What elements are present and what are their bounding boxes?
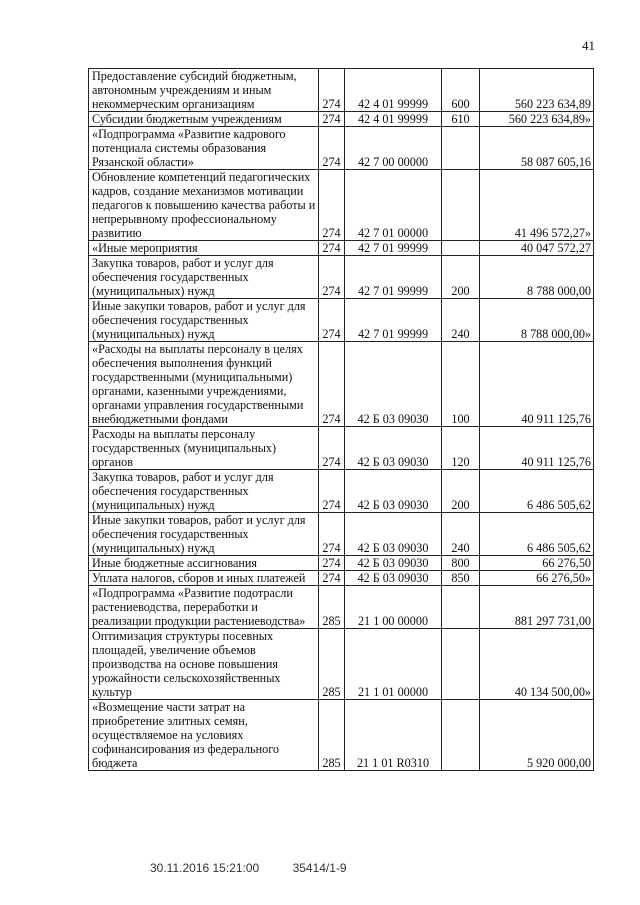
row-target-article-cell: 42 7 00 00000 [345, 127, 442, 170]
row-ministry-cell: 285 [319, 700, 345, 771]
row-name-cell: Иные закупки товаров, работ и услуг для обеспечения государственных (муниципальных) нужд [89, 299, 319, 342]
row-sum-cell: 560 223 634,89» [480, 112, 594, 127]
row-expense-type-cell [442, 170, 480, 241]
row-expense-type-cell: 610 [442, 112, 480, 127]
row-expense-type-cell: 240 [442, 513, 480, 556]
table-row [89, 470, 594, 513]
row-target-article-cell: 42 Б 03 09030 [345, 513, 442, 556]
row-target-article-cell: 42 7 01 99999 [345, 299, 442, 342]
row-sum-cell: 6 486 505,62 [480, 513, 594, 556]
table-row [89, 256, 594, 299]
table-row [89, 571, 594, 586]
row-ministry-cell: 274 [319, 470, 345, 513]
row-name-cell: Субсидии бюджетным учреждениям [89, 112, 319, 127]
row-sum-cell: 40 911 125,76 [480, 427, 594, 470]
row-expense-type-cell [442, 241, 480, 256]
row-expense-type-cell: 100 [442, 342, 480, 427]
row-ministry-cell: 274 [319, 556, 345, 571]
table-row [89, 427, 594, 470]
row-sum-cell: 66 276,50» [480, 571, 594, 586]
table-row [89, 299, 594, 342]
row-ministry-cell: 274 [319, 127, 345, 170]
row-target-article-cell: 42 7 01 99999 [345, 241, 442, 256]
row-name-cell: «Возмещение части затрат на приобретение элитных семян, осуществляемое на условиях софинансирования из федерального бюджета [89, 700, 319, 771]
row-ministry-cell: 274 [319, 69, 345, 112]
row-name-cell: Расходы на выплаты персоналу государственных (муниципальных) органов [89, 427, 319, 470]
row-target-article-cell: 21 1 01 00000 [345, 629, 442, 700]
row-sum-cell: 8 788 000,00» [480, 299, 594, 342]
row-expense-type-cell: 200 [442, 470, 480, 513]
row-name-cell: Предоставление субсидий бюджетным, автономным учреждениям и иным некоммерческим организациям [89, 69, 319, 112]
row-ministry-cell: 274 [319, 256, 345, 299]
table-row [89, 170, 594, 241]
footer-document-id: 35414/1-9 [292, 861, 347, 875]
row-name-cell: Уплата налогов, сборов и иных платежей [89, 571, 319, 586]
page-number: 41 [582, 38, 595, 53]
table-row [89, 513, 594, 556]
row-expense-type-cell: 240 [442, 299, 480, 342]
row-expense-type-cell: 800 [442, 556, 480, 571]
row-expense-type-cell: 120 [442, 427, 480, 470]
row-ministry-cell: 285 [319, 629, 345, 700]
row-target-article-cell: 42 4 01 99999 [345, 69, 442, 112]
row-expense-type-cell [442, 700, 480, 771]
row-sum-cell: 41 496 572,27» [480, 170, 594, 241]
row-sum-cell: 6 486 505,62 [480, 470, 594, 513]
footer-timestamp: 30.11.2016 15:21:00 [150, 861, 260, 875]
row-ministry-cell: 274 [319, 513, 345, 556]
row-sum-cell: 40 047 572,27 [480, 241, 594, 256]
row-ministry-cell: 274 [319, 427, 345, 470]
row-name-cell: «Иные мероприятия [89, 241, 319, 256]
table-row [89, 342, 594, 427]
row-expense-type-cell: 850 [442, 571, 480, 586]
table-row [89, 112, 594, 127]
row-name-cell: «Подпрограмма «Развитие подотрасли растениеводства, переработки и реализации продукции растениеводства» [89, 586, 319, 629]
row-sum-cell: 881 297 731,00 [480, 586, 594, 629]
row-ministry-cell: 274 [319, 170, 345, 241]
row-name-cell: Оптимизация структуры посевных площадей, увеличение объемов производства на основе повышения урожайности сельскохозяйственных культур [89, 629, 319, 700]
row-name-cell: Иные бюджетные ассигнования [89, 556, 319, 571]
row-ministry-cell: 274 [319, 241, 345, 256]
table-row [89, 556, 594, 571]
row-target-article-cell: 42 Б 03 09030 [345, 571, 442, 586]
row-target-article-cell: 42 Б 03 09030 [345, 556, 442, 571]
row-target-article-cell: 42 7 01 00000 [345, 170, 442, 241]
table-row [89, 586, 594, 629]
row-name-cell: «Подпрограмма «Развитие кадрового потенциала системы образования Рязанской области» [89, 127, 319, 170]
row-sum-cell: 560 223 634,89 [480, 69, 594, 112]
row-name-cell: Иные закупки товаров, работ и услуг для обеспечения государственных (муниципальных) нужд [89, 513, 319, 556]
row-target-article-cell: 21 1 01 R0310 [345, 700, 442, 771]
row-name-cell: Закупка товаров, работ и услуг для обеспечения государственных (муниципальных) нужд [89, 256, 319, 299]
row-sum-cell: 40 911 125,76 [480, 342, 594, 427]
table-row [89, 241, 594, 256]
row-expense-type-cell: 200 [442, 256, 480, 299]
row-expense-type-cell [442, 127, 480, 170]
row-name-cell: Закупка товаров, работ и услуг для обеспечения государственных (муниципальных) нужд [89, 470, 319, 513]
row-ministry-cell: 274 [319, 112, 345, 127]
row-expense-type-cell [442, 586, 480, 629]
table-row [89, 127, 594, 170]
row-target-article-cell: 42 Б 03 09030 [345, 427, 442, 470]
row-ministry-cell: 274 [319, 342, 345, 427]
row-expense-type-cell: 600 [442, 69, 480, 112]
row-target-article-cell: 42 Б 03 09030 [345, 470, 442, 513]
row-target-article-cell: 21 1 00 00000 [345, 586, 442, 629]
row-target-article-cell: 42 4 01 99999 [345, 112, 442, 127]
budget-table-body [89, 69, 594, 771]
footer [150, 861, 347, 875]
row-ministry-cell: 274 [319, 299, 345, 342]
row-name-cell: «Расходы на выплаты персоналу в целях обеспечения выполнения функций государственными (муниципальными) органами, казенными учреждениями, органами управления государственными внебюджетными фондами [89, 342, 319, 427]
row-sum-cell: 66 276,50 [480, 556, 594, 571]
table-row [89, 629, 594, 700]
row-target-article-cell: 42 7 01 99999 [345, 256, 442, 299]
row-ministry-cell: 274 [319, 571, 345, 586]
row-expense-type-cell [442, 629, 480, 700]
row-sum-cell: 58 087 605,16 [480, 127, 594, 170]
budget-table [88, 68, 594, 771]
row-sum-cell: 5 920 000,00 [480, 700, 594, 771]
row-sum-cell: 40 134 500,00» [480, 629, 594, 700]
table-row [89, 69, 594, 112]
row-target-article-cell: 42 Б 03 09030 [345, 342, 442, 427]
row-ministry-cell: 285 [319, 586, 345, 629]
row-name-cell: Обновление компетенций педагогических кадров, создание механизмов мотивации педагогов к повышению качества работы и непрерывному профессиональному развитию [89, 170, 319, 241]
table-row [89, 700, 594, 771]
row-sum-cell: 8 788 000,00 [480, 256, 594, 299]
